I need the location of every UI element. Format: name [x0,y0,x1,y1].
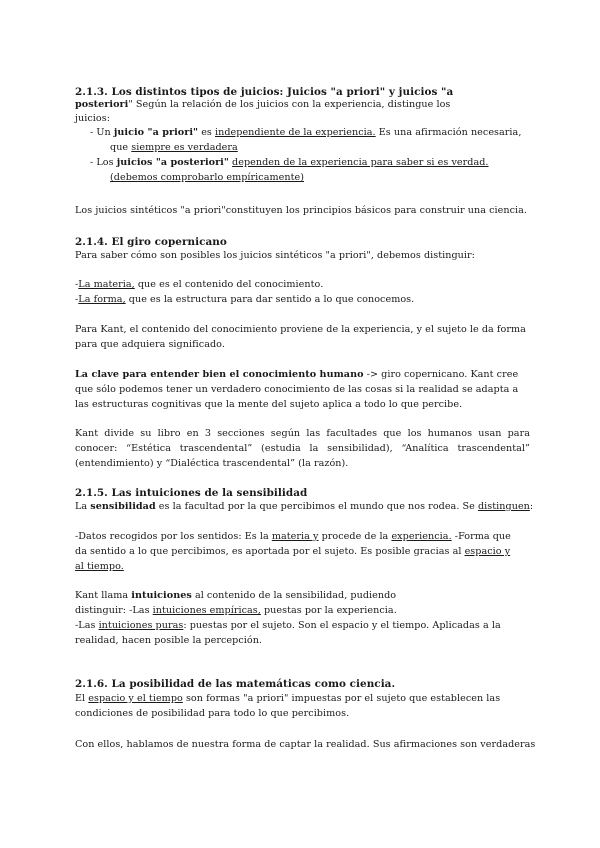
paragraph-text: que [110,142,132,153]
paragraph-text: Kant divide su libro en 3 secciones según las facultades que los humanos usan para [75,428,530,439]
underlined-text: experiencia. [391,531,452,542]
paragraph-text: : [529,501,534,512]
paragraph-text: al contenido de la sensibilidad, pudiendo [191,590,397,601]
section-213-heading [75,86,453,98]
heading-text: 2.1.5. Las intuiciones de la sensibilidad [75,487,308,499]
paragraph-espacio-line2 [75,708,349,720]
paragraph-text: Los juicios sintéticos "a priori"constituyen los principios básicos para construir una ciencia. [75,205,527,216]
paragraph-text: distinguir: -Las [75,605,153,616]
paragraph-text: realidad, hacen posible la percepción. [75,635,263,646]
list-item-materia [75,279,323,291]
underlined-text: intuiciones puras [98,620,184,631]
heading-text: 2.1.6. La posibilidad de las matemáticas como ciencia. [75,678,396,690]
paragraph-sensibilidad [75,501,533,513]
paragraph-text: El [75,693,89,704]
list-prefix: - [75,294,79,305]
paragraph-text: condiciones de posibilidad para todo lo que percibimos. [75,708,350,719]
list-item-a-priori [90,127,521,139]
heading-text: 2.1.4. El giro copernicano [75,236,227,248]
paragraph-datos-line3 [75,561,124,573]
paragraph-text: juicios: [75,113,110,124]
paragraph-text: para que adquiera significado. [75,339,225,350]
paragraph-intuiciones-line2 [75,605,397,617]
list-item-forma [75,294,414,306]
paragraph-text: que es el contenido del conocimiento. [134,279,324,290]
paragraph-text: " Según la relación de los juicios con la experiencia, distingue los [128,99,451,110]
paragraph-text: las estructuras cognitivas que la mente del sujeto aplica a todo lo que percibe. [75,399,463,410]
paragraph-clave-line1 [75,369,518,381]
underlined-text: espacio y el tiempo [88,693,183,704]
paragraph-text: que sólo podemos tener un verdadero conocimiento de las cosas si la realidad se adapta a [75,384,519,395]
underlined-text: dependen de la experiencia para saber si es verdad. [232,157,489,168]
section-214-intro [75,250,475,262]
paragraph-text: es la facultad por la que percibimos el mundo que nos rodea. Se [155,501,478,512]
section-215-heading [75,487,307,499]
underlined-text: siempre es verdadera [131,142,238,153]
section-214-heading [75,236,227,248]
bold-term: La clave para entender bien el conocimiento humano [75,369,364,380]
underlined-text: (debemos comprobarlo empíricamente) [110,172,305,183]
paragraph-intuiciones-line4 [75,635,262,647]
paragraph-text: Para saber cómo son posibles los juicios sintéticos "a priori", debemos distinguir: [75,250,475,261]
paragraph-clave-line2 [75,384,518,396]
bold-term: juicio "a priori" [113,127,199,138]
bold-term: sensibilidad [90,501,156,512]
paragraph-text: Para Kant, el contenido del conocimiento proviene de la experiencia, y el sujeto le da forma [75,324,526,335]
underlined-text: La materia, [78,279,135,290]
paragraph-datos-line2 [75,546,510,558]
list-prefix: - Un [90,127,114,138]
heading-bold-text: posteriori [75,99,129,110]
underlined-text: materia y [271,531,319,542]
section-216-heading [75,678,395,690]
paragraph-text: son formas "a priori" impuestas por el sujeto que establecen las [182,693,501,704]
section-213-line3 [75,113,110,125]
heading-text: 2.1.3. Los distintos tipos de juicios: Juicios "a priori" y juicios "a [75,86,454,98]
paragraph-text: que es la estructura para dar sentido a lo que conocemos. [125,294,415,305]
paragraph-kant-line2 [75,339,225,351]
paragraph-text: Con ellos, hablamos de nuestra forma de captar la realidad. Sus afirmaciones son verdaderas [75,739,536,750]
paragraph-libro-line3 [75,458,348,470]
underlined-text: al tiempo. [75,561,124,572]
paragraph-text: (entendimiento) y “Dialéctica trascendental” (la razón). [75,458,349,469]
paragraph-text: Kant llama [75,590,132,601]
paragraph-text: conocer: “Estética trascendental” (estudia la sensibilidad), “Analítica trascendental” [75,443,530,454]
underlined-text: independiente de la experiencia. [215,127,376,138]
bold-term: intuiciones [131,590,192,601]
underlined-text: La forma, [78,294,126,305]
paragraph-espacio-line3 [75,739,535,751]
bold-term: juicios "a posteriori" [116,157,229,168]
paragraph-text: es [198,127,215,138]
paragraph-text: : puestas por el sujeto. Son el espacio y el tiempo. Aplicadas a la [183,620,501,631]
paragraph-text: procede de la [318,531,392,542]
section-213-closing [75,205,527,217]
list-prefix: - Los [90,157,117,168]
paragraph-clave-line3 [75,399,462,411]
paragraph-libro-line1 [75,428,530,440]
underlined-text: espacio y [464,546,511,557]
list-item-a-posteriori-cont [110,172,304,184]
underlined-text: intuiciones empíricas, [152,605,261,616]
paragraph-kant-line1 [75,324,526,336]
paragraph-intuiciones-line1 [75,590,396,602]
list-item-a-posteriori [90,157,489,169]
paragraph-text: -Forma que [451,531,511,542]
paragraph-text: puestas por la experiencia. [260,605,397,616]
paragraph-text: da sentido a lo que percibimos, es aportada por el sujeto. Es posible gracias al [75,546,465,557]
paragraph-text: Es una afirmación necesaria, [375,127,522,138]
section-213-heading-line2 [75,99,450,111]
paragraph-intuiciones-line3 [75,620,501,632]
paragraph-text: -> giro copernicano. Kant cree [363,369,519,380]
paragraph-text: -Datos recogidos por los sentidos: Es la [75,531,272,542]
paragraph-text: La [75,501,91,512]
paragraph-text: -Las [75,620,99,631]
paragraph-espacio-line1 [75,693,500,705]
list-prefix: - [75,279,79,290]
paragraph-datos-line1 [75,531,511,543]
list-item-a-priori-cont [110,142,238,154]
paragraph-libro-line2 [75,443,530,455]
underlined-text: distinguen [477,501,530,512]
